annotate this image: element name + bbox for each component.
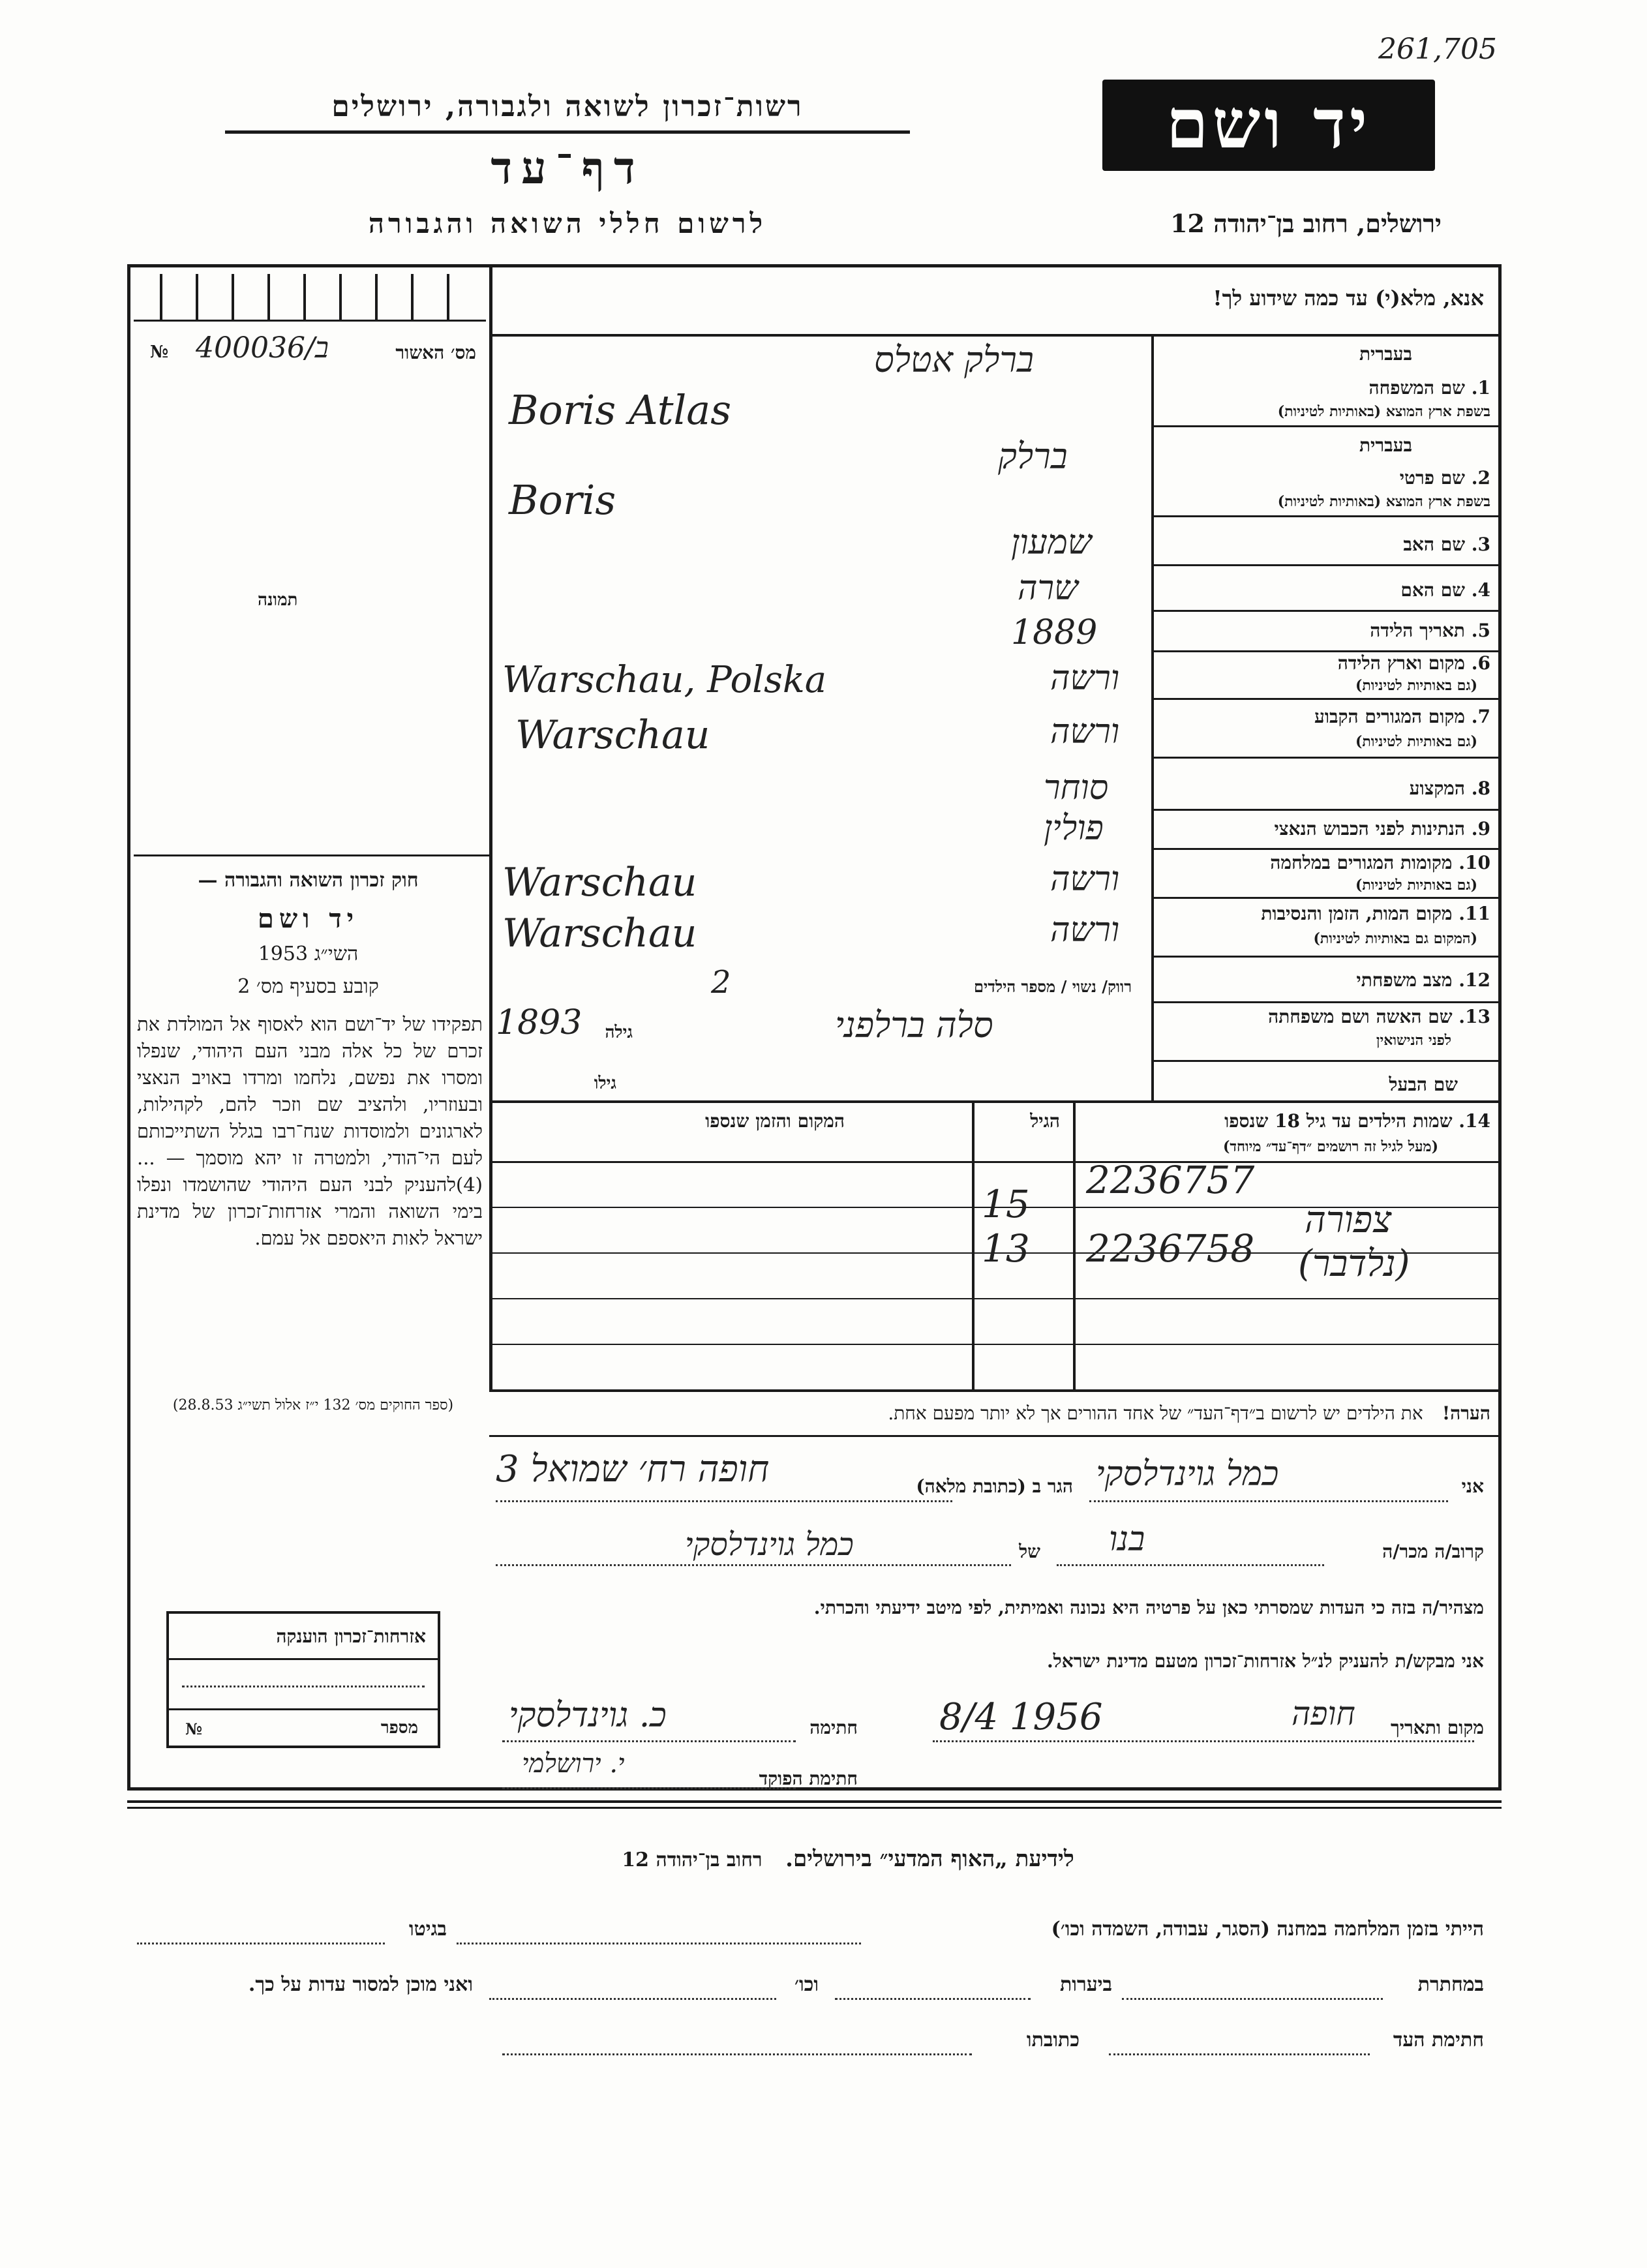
citizenship-no-sign: № — [185, 1719, 203, 1738]
field-1-heb-tag: בעברית — [1359, 343, 1412, 365]
field-2-value-heb[interactable]: ברלק — [998, 436, 1068, 477]
footer-address: רחוב בן־יהודה 12 — [622, 1849, 763, 1871]
field-10-label — [1270, 852, 1490, 874]
field-9-value[interactable]: פולין — [1044, 809, 1104, 848]
field-9-name: הנתינות לפני הכבוש הנאצי — [1274, 818, 1466, 839]
footer-line1-b: בגיטו — [408, 1918, 447, 1941]
decl-request: אני מבקש/ת להעניק לנ״ל אזרחות־זכרון מטעם מדינת ישראל. — [1046, 1650, 1484, 1672]
field-8-num: 8. — [1471, 778, 1490, 799]
field-10-sub: (גם באותיות לטיניות) — [1355, 877, 1477, 894]
field-1-name: שם המשפחה — [1368, 377, 1466, 399]
decl-officer-label: חתימת הפוקד — [759, 1768, 858, 1789]
children-header — [1224, 1110, 1490, 1132]
field-8-value[interactable]: סוחר — [1044, 768, 1109, 808]
field-12-name: מצב משפחתי — [1356, 969, 1453, 991]
footer-heading — [457, 1846, 1239, 1872]
footer-line3-a: חתימת העד — [1393, 2029, 1484, 2051]
field-4-num: 4. — [1471, 579, 1490, 601]
decl-place-date-label: מקום ותאריך — [1390, 1717, 1484, 1738]
law-body: תפקידו של יד־ושם הוא לאסוף אל המולדת את זכרם של כל אלה מבני העם היהודי, שנפלו ומסרו את נפשם, נלחמו ומרדו באויב הנאצי ובעוזריו, ולהציב שם וזכר להם, לקהילות, לארגונים ולמוסדות שנח־רבו בגלל השתייכותם לעם הי־הודי, ולמטרה זו יהא מוסמך — ...(4)להעניק לבני העם היהודי שהושמדו ונפלו בימי השואה והמרי אזרחות־זכרון של מדינת ישראל לאות היאספם אל עמם. — [137, 1013, 483, 1249]
field-10-value-lat[interactable]: Warschau — [502, 860, 697, 905]
field-12-label — [1356, 969, 1490, 991]
citizenship-no-label: מספר — [380, 1718, 418, 1738]
approval-label: מס׳ האשור — [395, 342, 476, 363]
field-7-value-lat[interactable]: Warschau — [515, 712, 710, 758]
approval-no-sign: № — [150, 342, 169, 362]
field-7-name: מקום המגורים הקבוע — [1314, 706, 1466, 727]
field-6-value-lat[interactable]: Warschau, Polska — [502, 659, 827, 701]
child-2-age[interactable]: 13 — [982, 1226, 1030, 1271]
field-7-label — [1314, 706, 1490, 728]
field-9-num: 9. — [1471, 818, 1490, 839]
field-4-value[interactable]: שרה — [1018, 569, 1078, 608]
field-8-label — [1410, 778, 1490, 800]
field-5-value[interactable]: 1889 — [1011, 613, 1098, 652]
husband-age-label: גילו — [594, 1074, 616, 1093]
field-11-sub: (המקום גם באותיות לטיניות) — [1313, 930, 1477, 947]
field-4-name: שם האם — [1400, 579, 1466, 601]
field-1-value-heb[interactable]: ברלק אטלס — [874, 339, 1034, 380]
remark-text: את הילדים יש לרשום ב״דף־העד״ של אחד ההורים אך לא יותר מפעם אחת. — [888, 1402, 1423, 1424]
field-1-sub: בשפת ארץ המוצא (באותיות לטיניות) — [1277, 403, 1490, 420]
approval-value: 400036/ב — [196, 331, 329, 365]
remark-label: הערה! — [1442, 1402, 1490, 1424]
law-year: השי״ג 1953 — [258, 943, 359, 965]
tick-row — [134, 274, 486, 322]
citizenship-title: אזרחות־זכרון הוענקה — [276, 1625, 426, 1647]
footer-line2-c: וכו׳ — [794, 1973, 819, 1996]
decl-relation-of[interactable]: כמל גוינדלסקי — [685, 1526, 854, 1563]
header-address: ירושלים, רחוב בן־יהודה 12 — [1170, 209, 1442, 238]
field-13-sub: לפני הנישואין — [1376, 1032, 1451, 1049]
field-6-sub: (גם באותיות לטיניות) — [1355, 677, 1477, 694]
field-1-label — [1369, 377, 1490, 399]
field-11-num: 11. — [1458, 903, 1490, 924]
child-1-age[interactable]: 15 — [982, 1182, 1030, 1226]
doc-subtitle: לרשום חללי השואה והגבורה — [368, 207, 767, 239]
field-7-num: 7. — [1471, 706, 1490, 727]
archive-note: 261,705 — [1378, 33, 1497, 66]
children-num: 14. — [1458, 1110, 1490, 1132]
decl-date[interactable]: 8/4 1956 — [939, 1696, 1103, 1738]
footer-line2-d: ואני מוכן למסור עדות על כך. — [248, 1973, 473, 1996]
footer-line2-a: במחתרת — [1417, 1973, 1484, 1996]
yad-vashem-logo — [1102, 80, 1435, 171]
field-9-label — [1275, 818, 1490, 840]
field-1-value-lat[interactable]: Boris Atlas — [509, 386, 732, 434]
children-label: שמות הילדים עד גיל 18 שנספו — [1224, 1110, 1453, 1132]
field-6-value-heb[interactable]: ורשה — [1050, 659, 1120, 698]
remark — [888, 1402, 1490, 1425]
field-12-num: 12. — [1458, 969, 1490, 991]
field-12-status-options: רווק/ נשוי / מספר הילדים — [974, 977, 1132, 996]
law-name: יד ושם — [257, 903, 359, 934]
field-13-age-value[interactable]: 1893 — [496, 1003, 582, 1042]
children-sub: (מעל לגיל זה רושמים ״דף־עד״ מיוחד) — [1222, 1138, 1438, 1155]
child-2-code[interactable]: 2236758 — [1086, 1226, 1255, 1271]
decl-signature[interactable]: כ. גוינדלסקי — [509, 1696, 667, 1735]
doc-title: דף־עד — [491, 142, 644, 194]
field-3-name: שם האב — [1403, 534, 1466, 555]
child-1-code[interactable]: 2236757 — [1086, 1158, 1255, 1202]
law-ref: (ספר החוקים מס׳ 132 י״ז אלול תשי״ג 28.8.53) — [172, 1397, 454, 1414]
field-11-value-heb[interactable]: ורשה — [1050, 911, 1120, 950]
field-3-value[interactable]: שמעון — [1011, 523, 1092, 562]
field-3-label — [1403, 534, 1490, 556]
top-note: אנא, מלא(י) עד כמה שידוע לך! — [1213, 286, 1484, 310]
field-10-value-heb[interactable]: ורשה — [1050, 860, 1120, 899]
footer-title: לידיעת „האוף המדעי״ בירושלים. — [785, 1846, 1074, 1872]
field-7-value-heb[interactable]: ורשה — [1050, 712, 1120, 751]
field-13-value[interactable]: סלה ברלפני — [835, 1005, 993, 1046]
footer-line3-b: כתובתו — [1026, 2029, 1080, 2051]
authority-name: רשות־זכרון לשואה ולגבורה, ירושלים — [331, 90, 804, 123]
field-2-label — [1400, 467, 1490, 489]
decl-relation-of-label: של — [1019, 1541, 1040, 1562]
field-2-heb-tag: בעברית — [1359, 434, 1412, 456]
decl-address[interactable]: חופה רח׳ שמואל 3 — [496, 1448, 770, 1490]
field-5-label — [1370, 620, 1490, 642]
field-2-name: שם פרטי — [1399, 467, 1466, 489]
field-2-value-lat[interactable]: Boris — [509, 476, 616, 524]
child-1-name[interactable]: צפורה — [1305, 1199, 1392, 1241]
decl-relation[interactable]: בנו — [1109, 1520, 1145, 1559]
decl-name[interactable]: כמל גוינדלסקי — [1096, 1455, 1279, 1494]
decl-address-label: הגר ב (כתובת מלאה) — [916, 1475, 1073, 1497]
field-10-name: מקומות המגורים במלחמה — [1270, 852, 1453, 873]
field-8-name: המקצוע — [1409, 778, 1466, 799]
decl-officer[interactable]: י. ירושלמי — [522, 1749, 625, 1779]
field-10-num: 10. — [1458, 852, 1490, 873]
law-title: חוק זכרון השואה והגבורה — — [198, 869, 419, 892]
husband-label: שם הבעל — [1389, 1074, 1458, 1095]
child-2-name[interactable]: (נלדבר) — [1298, 1243, 1410, 1285]
decl-place[interactable]: חופה — [1292, 1695, 1355, 1732]
law-section: קובע בסעיף מס׳ 2 — [237, 975, 379, 998]
field-11-value-lat[interactable]: Warschau — [502, 911, 697, 956]
field-11-name: מקום המות, הזמן והנסיבות — [1261, 903, 1453, 924]
field-13-name: שם האשה ושם משפחתה — [1268, 1006, 1453, 1027]
field-3-num: 3. — [1471, 534, 1490, 555]
field-5-name: תאריך הלידה — [1370, 620, 1466, 641]
footer-line1-a: הייתי בזמן המלחמה במחנה (הסגר, עבודה, השמדה וכו׳) — [1051, 1918, 1484, 1941]
field-5-num: 5. — [1471, 620, 1490, 641]
field-13-num: 13. — [1458, 1006, 1490, 1027]
decl-prefix: אני — [1461, 1475, 1484, 1497]
children-age-header: הגיל — [1030, 1110, 1060, 1132]
logo-text: יד ושם — [1166, 83, 1372, 164]
photo-label: תמונה — [258, 590, 298, 610]
field-6-name: מקום וארץ הלידה — [1337, 652, 1466, 674]
field-11-label — [1261, 903, 1490, 925]
decl-statement: מצהיר/ה בזה כי העדות שמסרתי כאן על פרטיה היא נכונה ואמיתית, לפי מיטב ידיעתי והכרתי. — [813, 1597, 1484, 1618]
field-1-num: 1. — [1471, 377, 1490, 399]
decl-signature-label: חתימה — [809, 1717, 858, 1738]
children-place-header: המקום והזמן שנספו — [705, 1110, 845, 1132]
field-13-label — [1268, 1006, 1490, 1028]
field-4-label — [1400, 579, 1490, 601]
field-6-label — [1338, 652, 1490, 674]
field-12-children-count[interactable]: 2 — [711, 964, 731, 1001]
field-7-sub: (גם באותיות לטיניות) — [1355, 733, 1477, 750]
field-2-sub: בשפת ארץ המוצא (באותיות לטיניות) — [1277, 493, 1490, 510]
citizenship-box — [166, 1611, 440, 1748]
field-2-num: 2. — [1471, 467, 1490, 489]
footer-line2-b: ביערות — [1059, 1973, 1112, 1996]
decl-relation-prefix: קרוב/ה מכר/ה — [1382, 1541, 1484, 1562]
field-13-age-label: גילה — [605, 1023, 633, 1042]
field-6-num: 6. — [1471, 652, 1490, 674]
